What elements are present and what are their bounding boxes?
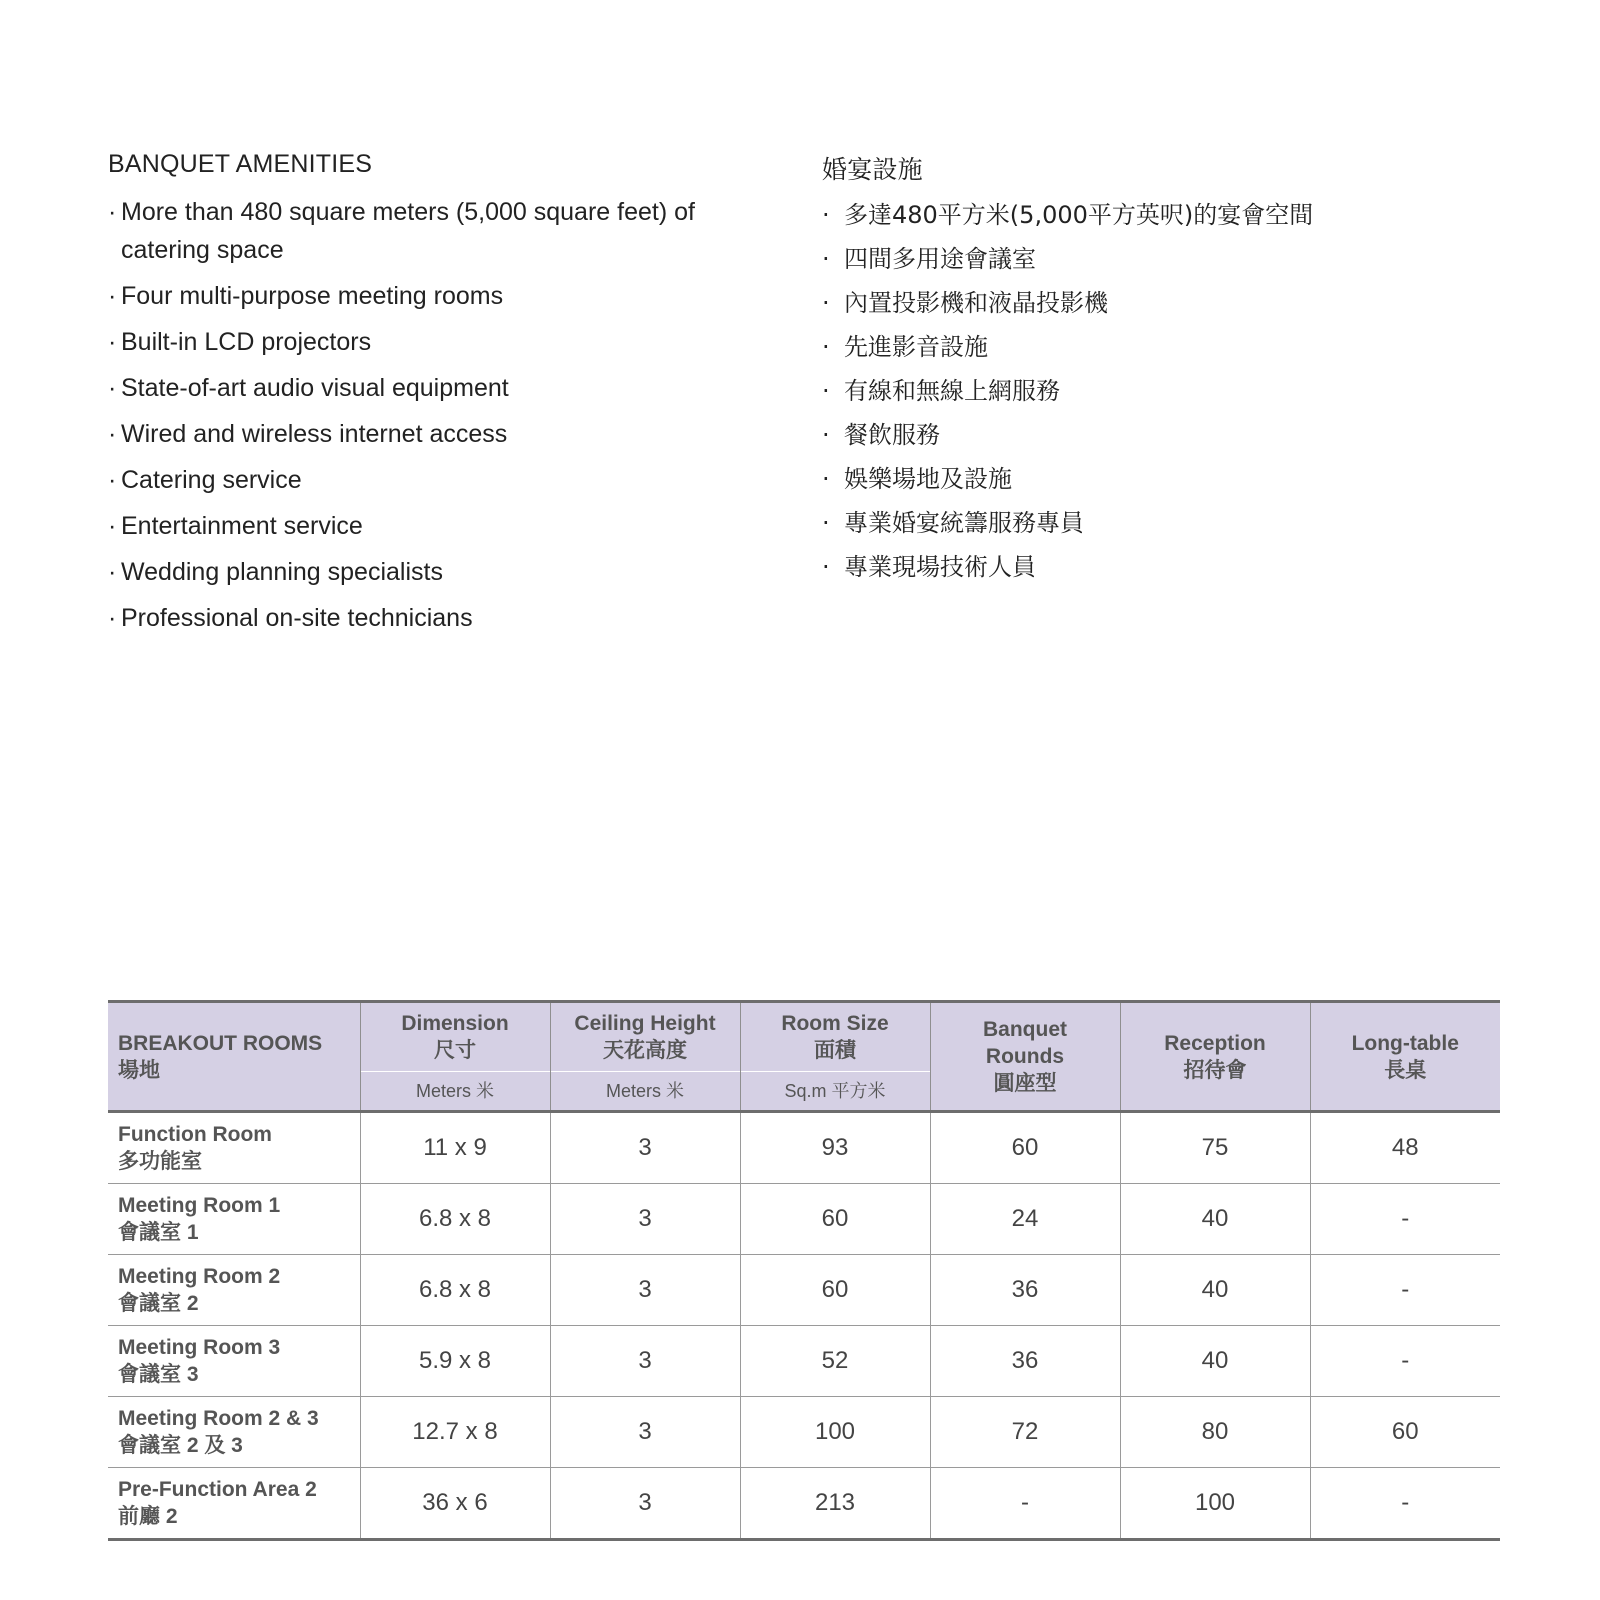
room-name-en: Function Room [118,1123,272,1146]
cell-reception: 40 [1120,1184,1310,1255]
list-item: · 四間多用途會議室 [822,242,1502,276]
room-name-zh: 會議室 2 [118,1292,199,1315]
cell-banquet: 36 [930,1326,1120,1397]
cell-longtable: - [1310,1255,1500,1326]
cell-size: 60 [740,1255,930,1326]
list-item: · 多達480平方米(5,000平方英呎)的宴會空間 [822,198,1502,232]
list-item: · State-of-art audio visual equipment [108,369,748,407]
list-item: · 有線和無線上網服務 [822,374,1502,408]
room-name-en: Meeting Room 2 & 3 [118,1407,319,1430]
table-row [108,1255,1500,1326]
table-row [108,1326,1500,1397]
english-amenity-list [108,193,748,637]
unit-ceiling-height: Meters 米 [550,1072,740,1112]
room-name-zh: 前廳 2 [118,1505,178,1528]
room-name-en: Meeting Room 3 [118,1336,281,1359]
cell-dimension: 6.8 x 8 [360,1184,550,1255]
header-dimension [360,1002,550,1072]
list-item: · 專業現場技術人員 [822,550,1502,584]
cell-size: 213 [740,1468,930,1540]
list-item: · Wedding planning specialists [108,553,748,591]
list-item: · Entertainment service [108,507,748,545]
header-label: Room Size [781,1012,889,1035]
list-item: · 內置投影機和液晶投影機 [822,286,1502,320]
cell-size: 93 [740,1112,930,1184]
cell-size: 60 [740,1184,930,1255]
list-item: · More than 480 square meters (5,000 square feet) of catering space [108,193,748,269]
header-label: Ceiling Height [574,1012,716,1035]
cell-banquet: 60 [930,1112,1120,1184]
room-name [108,1397,360,1468]
unit-dimension: Meters 米 [360,1072,550,1112]
cell-longtable: - [1310,1184,1500,1255]
list-item: · 專業婚宴統籌服務專員 [822,506,1502,540]
room-name-zh: 多功能室 [118,1150,202,1173]
header-label-zh: 圓座型 [993,1072,1057,1095]
table-row [108,1184,1500,1255]
cell-size: 52 [740,1326,930,1397]
header-label: Banquet Rounds [983,1018,1067,1068]
table-row [108,1397,1500,1468]
room-name [108,1468,360,1540]
list-item: · 先進影音設施 [822,330,1502,364]
cell-dimension: 6.8 x 8 [360,1255,550,1326]
list-item: · Wired and wireless internet access [108,415,748,453]
english-heading: BANQUET AMENITIES [108,150,373,178]
header-label-zh: 招待會 [1183,1058,1247,1082]
table-row [108,1468,1500,1540]
header-banquet-rounds [930,1002,1120,1112]
header-label-zh: 面積 [814,1039,856,1062]
breakout-rooms-table [108,1000,1500,1541]
cell-banquet: - [930,1468,1120,1540]
room-name-en: Meeting Room 1 [118,1194,281,1217]
cell-longtable: - [1401,1489,1410,1516]
header-ceiling-height [550,1002,740,1072]
table-row [108,1112,1500,1184]
header-label: Long-table [1351,1031,1459,1055]
cell-ceiling: 3 [550,1112,740,1184]
unit-room-size: Sq.m 平方米 [740,1072,930,1112]
chinese-amenity-list [822,198,1502,584]
cell-ceiling: 3 [550,1184,740,1255]
cell-ceiling: 3 [550,1468,740,1540]
header-label-zh: 長桌 [1384,1058,1427,1082]
room-name [108,1326,360,1397]
cell-banquet: 36 [930,1255,1120,1326]
cell-reception: 40 [1120,1326,1310,1397]
header-label-zh: 場地 [118,1058,160,1082]
cell-dimension: 5.9 x 8 [360,1326,550,1397]
cell-reception: 75 [1120,1112,1310,1184]
chinese-heading: 婚宴設施 [822,155,923,184]
list-item: · 餐飲服務 [822,418,1502,452]
cell-dimension: 36 x 6 [360,1468,550,1540]
cell-dimension: 12.7 x 8 [360,1397,550,1468]
list-item: · Professional on-site technicians [108,599,748,637]
header-long-table [1310,1002,1500,1112]
chinese-amenities [822,150,1502,594]
header-reception [1120,1002,1310,1112]
cell-longtable: 48 [1310,1112,1500,1184]
room-name [108,1255,360,1326]
cell-ceiling: 3 [550,1326,740,1397]
cell-reception: 40 [1120,1255,1310,1326]
header-label: Dimension [401,1012,509,1035]
room-name-zh: 會議室 3 [118,1363,199,1386]
list-item: · Catering service [108,461,748,499]
cell-longtable: 60 [1310,1397,1500,1468]
room-name-zh: 會議室 2 及 3 [118,1434,243,1457]
english-amenities [108,150,748,645]
cell-reception: 80 [1120,1397,1310,1468]
header-label-zh: 天花高度 [603,1039,687,1062]
header-label-zh: 尺寸 [434,1039,476,1062]
list-item: · Built-in LCD projectors [108,323,748,361]
cell-ceiling: 3 [550,1397,740,1468]
room-name-en: Meeting Room 2 [118,1265,281,1288]
cell-banquet: 72 [930,1397,1120,1468]
room-name [108,1112,360,1184]
cell-ceiling: 3 [550,1255,740,1326]
header-label: Reception [1164,1031,1266,1055]
list-item: · Four multi-purpose meeting rooms [108,277,748,315]
room-name [108,1184,360,1255]
cell-banquet: 24 [930,1184,1120,1255]
list-item: · 娛樂場地及設施 [822,462,1502,496]
cell-size: 100 [740,1397,930,1468]
header-breakout-rooms [108,1002,360,1112]
room-name-en: Pre-Function Area 2 [118,1478,317,1501]
table-body [108,1112,1500,1540]
room-name-zh: 會議室 1 [118,1221,199,1244]
table-header [108,1002,1500,1112]
header-room-size [740,1002,930,1072]
header-label: BREAKOUT ROOMS [118,1031,323,1055]
cell-longtable: - [1310,1326,1500,1397]
cell-reception: 100 [1120,1468,1310,1540]
cell-dimension: 11 x 9 [360,1112,550,1184]
